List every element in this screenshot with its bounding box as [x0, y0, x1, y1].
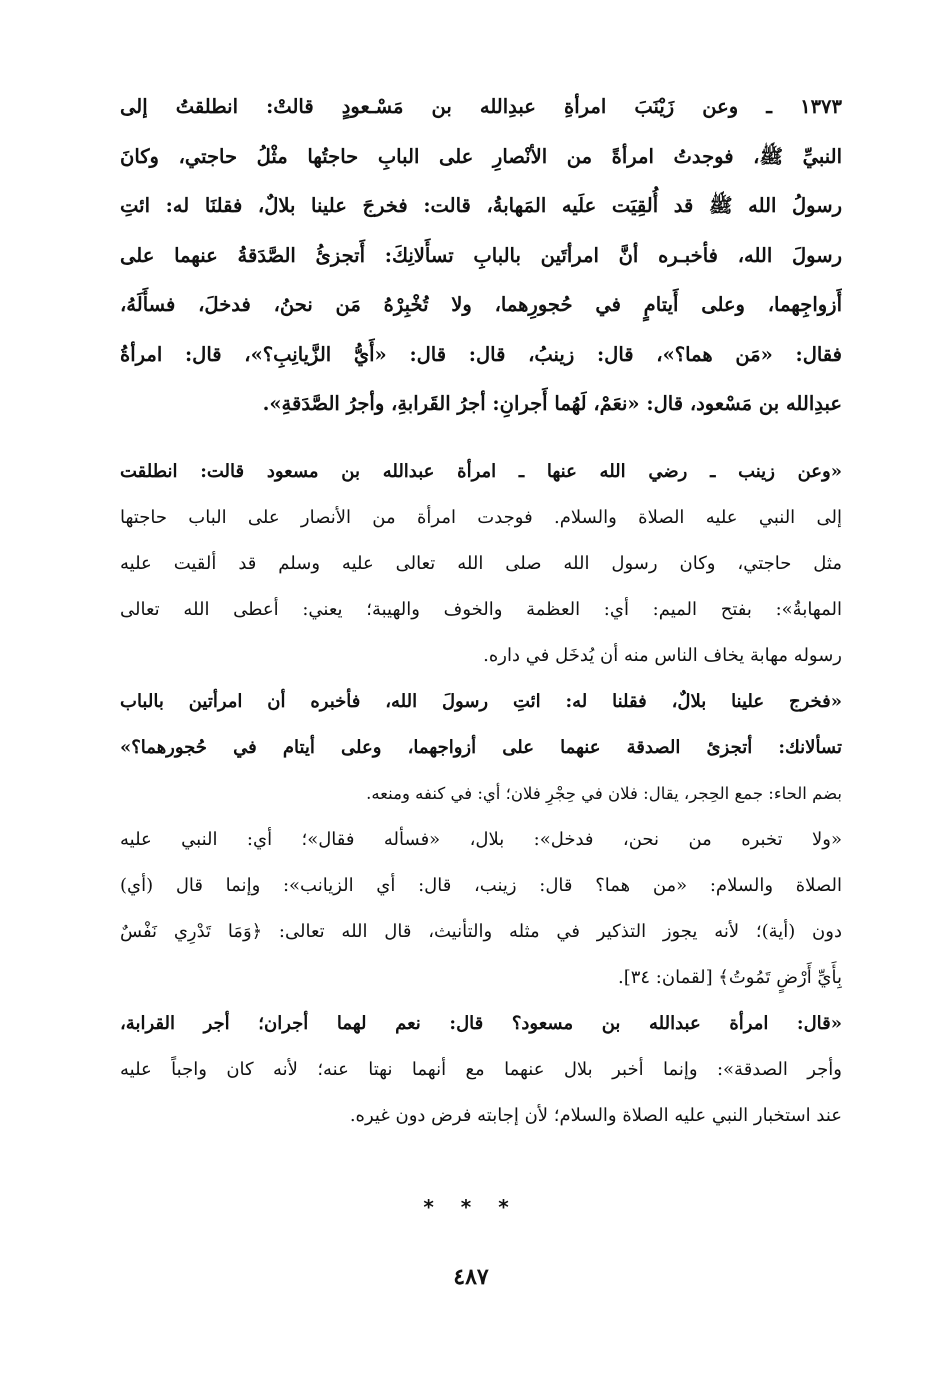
commentary-line: الصلاة والسلام: «من هما؟ قال: زينب، قال: أي الزيانب»: وإنما قال (أي)	[120, 874, 842, 896]
commentary-line: بضم الحاء: جمع الحِجر، يقال: فلان في حِجْرِ فلان؛ أي: في كنفه ومنعه.	[366, 783, 842, 803]
hadith-line: عبدِالله بن مَسْعود، قال: «نعَمْ، لَهُما أَجرانِ: أجرُ القَرابةِ، وأجرُ الصَّدَقةِ».	[262, 392, 842, 415]
commentary-paragraph	[120, 679, 842, 817]
commentary-line: «ولا تخبره من نحن، فدخل»: بلال، «فسأله فقال»؛ أي: النبي عليه	[120, 828, 842, 850]
hadith-line: النبيِّ ﷺ، فوجدتُ امرأةً من الأنْصارِ على البابِ حاجتُها مثْلُ حاجتي، وكانَ	[120, 144, 842, 168]
commentary-line: «وعن زينب ـ رضي الله عنها ـ امرأة عبدالله بن مسعود قالت: انطلقت	[120, 460, 842, 482]
quran-citation: بِأَيِّ أَرْضٍ تَمُوتُ﴾ [لقمان: ٣٤].	[617, 966, 842, 988]
hadith-line: رسولُ الله ﷺ قد أُلقِيَت علَيه المَهابةُ، قالت: فخرجَ علينا بلالٌ، فقلنَا له: ائتِ	[120, 194, 842, 217]
hadith-line: فقال: «مَن هما؟»، قال: زينبُ، قال: قال: «أَيُّ الزَّيانِبِ؟»، قال: امرأةُ	[120, 342, 842, 366]
hadith-line: ١٣٧٣ ـ وعن زَيْنَبَ امرأةِ عبدِالله بن مَسْـعودٍ قالتْ: انطلقتُ إلى	[120, 95, 842, 118]
hadith-line: رسولَ الله، فأخبـره أنَّ امرأتَين بالبابِ تسأَلانِكَ: أَتجزئُ الصَّدَقةُ عنهما على	[120, 243, 842, 267]
commentary-line: «قال: امرأة عبدالله بن مسعود؟ قال: نعم لهما أجران؛ أجر القرابة،	[120, 1012, 842, 1034]
commentary-line: «فخرج علينا بلالٌ، فقلنا له: ائتِ رسولَ الله، فأخبره أن امرأتين بالباب	[120, 690, 842, 712]
hadith-text	[120, 82, 842, 429]
hadith-line: أَزواجِهما، وعلى أَيتامٍ في حُجورِهما، ولا تُخْبِرْهُ مَن نحنُ، فدخلَ، فسأَلَهُ،	[120, 293, 842, 316]
commentary-line: إلى النبي عليه الصلاة والسلام. فوجدت امرأة من الأنصار على الباب حاجتها	[120, 506, 842, 528]
page-number: ٤٨٧	[453, 1264, 489, 1290]
section-separator: * * *	[423, 1195, 519, 1219]
page-body	[120, 82, 842, 1139]
commentary-line: مثل حاجتي، وكان رسول الله صلى الله تعالى عليه وسلم قد ألقيت عليه	[120, 552, 842, 574]
commentary-paragraph	[120, 817, 842, 1001]
commentary-line: المهابةُ»: بفتح الميم: أي: العظمة والخوف والهيبة؛ يعني: أعطى الله تعالى	[120, 598, 842, 620]
commentary-line: دون (أية)؛ لأنه يجوز التذكير في مثله والتأنيث، قال الله تعالى: ﴿وَمَا تَدْرِي نَفْسٌ	[120, 920, 842, 942]
commentary-line: تسألانك: أتجزئ الصدقة عنهما على أزواجهما، وعلى أيتام في حُجورهما؟»	[120, 736, 842, 758]
commentary-line: رسوله مهابة يخاف الناس منه أن يُدخَل في داره.	[483, 644, 842, 666]
commentary-line: وأجر الصدقة»: وإنما أخبر بلال عنهما مع أنهما نهتا عنه؛ لأنه كان واجباً عليه	[120, 1058, 842, 1080]
commentary-paragraph	[120, 449, 842, 679]
commentary-line: عند استخبار النبي عليه الصلاة والسلام؛ لأن إجابته فرض دون غيره.	[349, 1104, 842, 1126]
commentary-paragraph	[120, 1001, 842, 1139]
